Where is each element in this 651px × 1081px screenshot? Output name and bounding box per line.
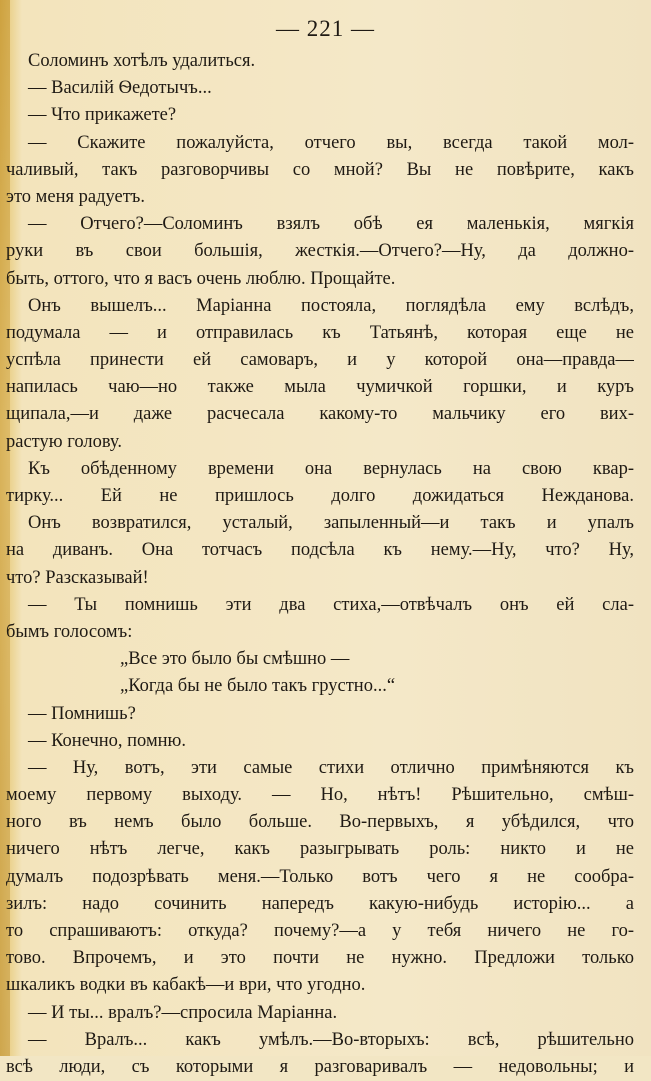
- text-line: растую голову.: [6, 431, 122, 452]
- text-line: — Помнишь?: [28, 703, 136, 724]
- text-line: бымъ голосомъ:: [6, 621, 133, 642]
- poem-line: „Все это было бы смѣшно —: [120, 649, 350, 670]
- text-line: — Что прикажете?: [28, 105, 177, 126]
- text-line: думалъ подозрѣвать меня.—Только вотъ чего я не сообра-: [6, 866, 634, 887]
- poem-line: „Когда бы не было такъ грустно...“: [120, 676, 396, 697]
- text-line: ничего нѣтъ легче, какъ разыгрывать роль: никто и не: [6, 839, 634, 860]
- text-line: на диванъ. Она тотчасъ подсѣла къ нему.—Ну, что? Ну,: [6, 540, 634, 561]
- text-line: что? Разсказывай!: [6, 567, 149, 588]
- text-line: Къ обѣденному времени она вернулась на свою квар-: [28, 458, 634, 479]
- page-number: — 221 —: [276, 16, 375, 41]
- text-line: — Ну, вотъ, эти самые стихи отлично примѣняются къ: [28, 757, 634, 778]
- text-line: тирку... Ей не пришлось долго дожидаться Нежданова.: [6, 486, 634, 506]
- text-line: напилась чаю—но также мыла чумичкой горшки, и куръ: [6, 377, 634, 398]
- text-line: Онъ возвратился, усталый, запыленный—и такъ и упалъ: [28, 513, 634, 534]
- text-line: — Отчего?—Соломинъ взялъ обѣ ея маленькія, мягкія: [28, 214, 634, 235]
- text-line: чаливый, такъ разговорчивы со мной? Вы не повѣрите, какъ: [6, 159, 634, 180]
- text-line: — И ты... вралъ?—спросила Маріанна.: [28, 1002, 338, 1023]
- text-line: щипала,—и даже расчесала какому-то мальчику его вих-: [6, 404, 634, 425]
- text-line: Соломинъ хотѣлъ удалиться.: [28, 51, 256, 71]
- text-line: зилъ: надо сочинить напередъ какую-нибудь исторію... а: [6, 893, 634, 914]
- text-line: — Конечно, помню.: [28, 730, 186, 751]
- text-line: — Скажите пожалуйста, отчего вы, всегда такой мол-: [28, 132, 634, 153]
- text-line: быть, оттого, что я васъ очень люблю. Прощайте.: [6, 268, 396, 289]
- text-line: ного въ немъ было больше. Во-первыхъ, я убѣдился, что: [6, 812, 634, 833]
- text-line: успѣла принести ей самоваръ, и у которой она—правда—: [6, 350, 634, 371]
- text-line: это меня радуетъ.: [6, 186, 145, 207]
- text-line: шкаликъ водки въ кабакѣ—и ври, что угодно.: [6, 975, 366, 996]
- text-line: то спрашиваютъ: откуда? почему?—а у тебя ничего не го-: [6, 921, 634, 941]
- text-line: руки въ свои большія, жесткія.—Отчего?—Ну, да должно-: [6, 241, 634, 262]
- text-line: Онъ вышелъ... Маріанна постояла, поглядѣла ему вслѣдъ,: [28, 295, 634, 316]
- text-line: тово. Впрочемъ, и это почти не нужно. Предложи только: [6, 948, 634, 969]
- text-line: моему первому выходу. — Но, нѣтъ! Рѣшительно, смѣш-: [6, 785, 634, 806]
- text-line: — Ты помнишь эти два стиха,—отвѣчалъ онъ ей сла-: [28, 594, 634, 615]
- page-text: [6, 48, 634, 1081]
- text-line: — Василій Ѳедотычъ...: [28, 78, 212, 99]
- text-line: всѣ люди, съ которыми я разговаривалъ — недовольны; и: [6, 1056, 634, 1077]
- text-line: — Вралъ... какъ умѣлъ.—Во-вторыхъ: всѣ, рѣшительно: [28, 1029, 634, 1050]
- text-line: подумала — и отправилась къ Татьянѣ, которая еще не: [6, 322, 634, 343]
